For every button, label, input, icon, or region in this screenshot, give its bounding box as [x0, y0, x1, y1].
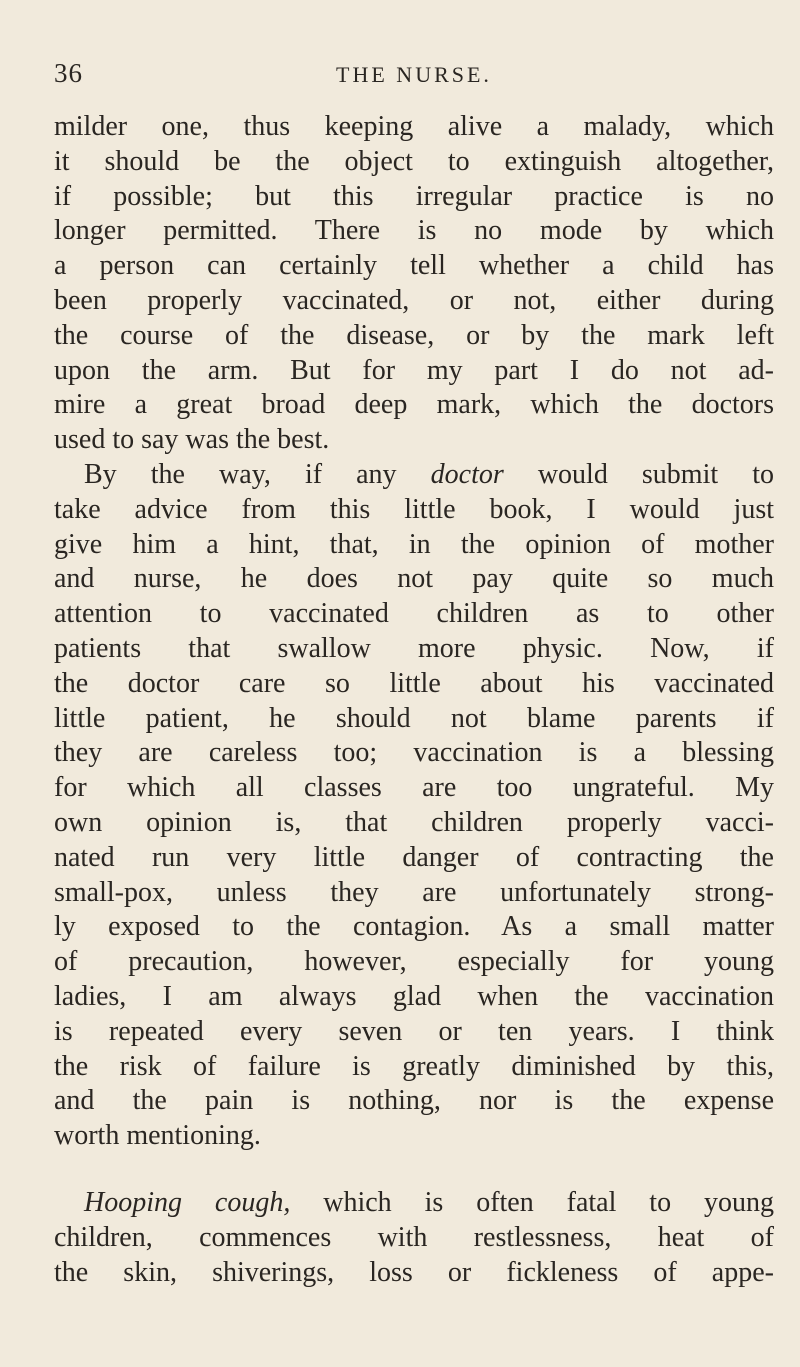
- text-run: which is often fatal to young: [290, 1186, 774, 1218]
- paragraph-gap: [54, 1154, 774, 1186]
- text-line: for which all classes are too ungrateful. My: [54, 772, 774, 804]
- page-number: 36: [54, 58, 83, 88]
- text-run: would submit to: [503, 458, 774, 490]
- text-line: the course of the disease, or by the mark left: [54, 319, 774, 351]
- text-run: By the way, if any: [84, 458, 431, 490]
- text-line: little patient, he should not blame parents if: [54, 702, 774, 734]
- text-line: own opinion is, that children properly vacci-: [54, 806, 774, 838]
- text-line: it should be the object to extinguish altogether,: [54, 145, 774, 177]
- text-line: give him a hint, that, in the opinion of mother: [54, 528, 774, 560]
- text-line: mire a great broad deep mark, which the doctors: [54, 389, 774, 421]
- text-line: ladies, I am always glad when the vaccination: [54, 980, 774, 1012]
- italic-term-doctor: doctor: [430, 458, 504, 490]
- text-line: longer permitted. There is no mode by which: [54, 215, 774, 247]
- text-line: the doctor care so little about his vaccinated: [54, 667, 774, 699]
- text-line: worth mentioning.: [54, 1120, 261, 1152]
- text-line: and the pain is nothing, nor is the expense: [54, 1085, 774, 1117]
- text-line: upon the arm. But for my part I do not ad-: [54, 354, 774, 386]
- text-line: ly exposed to the contagion. As a small matter: [54, 911, 774, 943]
- page-body: [54, 110, 774, 1290]
- text-line: is repeated every seven or ten years. I think: [54, 1015, 774, 1047]
- paragraph-hooping-cough: [54, 1186, 774, 1290]
- text-line: if possible; but this irregular practice is no: [54, 180, 774, 212]
- text-line: of precaution, however, especially for young: [54, 946, 774, 978]
- text-line: [54, 1186, 774, 1221]
- text-line: they are careless too; vaccination is a blessing: [54, 737, 774, 769]
- text-line: the risk of failure is greatly diminished by this,: [54, 1050, 774, 1082]
- paragraph-doctor-advice: [54, 458, 774, 1154]
- text-line: milder one, thus keeping alive a malady, which: [54, 111, 774, 142]
- text-line: attention to vaccinated children as to other: [54, 598, 774, 630]
- text-line: take advice from this little book, I would just: [54, 493, 774, 525]
- text-line: a person can certainly tell whether a child has: [54, 250, 774, 282]
- text-line: [54, 458, 774, 493]
- text-line: been properly vaccinated, or not, either during: [54, 284, 774, 316]
- paragraph-vaccination-mark: [54, 110, 774, 458]
- running-title: THE NURSE.: [336, 62, 492, 87]
- text-line: small-pox, unless they are unfortunately strong-: [54, 876, 774, 908]
- page-header: [54, 58, 774, 98]
- text-line: the skin, shiverings, loss or fickleness of appe-: [54, 1256, 774, 1288]
- text-line: and nurse, he does not pay quite so much: [54, 563, 774, 595]
- text-line: used to say was the best.: [54, 424, 330, 456]
- text-line: patients that swallow more physic. Now, if: [54, 632, 774, 664]
- text-line: children, commences with restlessness, heat of: [54, 1221, 774, 1253]
- text-line: nated run very little danger of contracting the: [54, 841, 774, 873]
- italic-term-hooping-cough: Hooping cough,: [84, 1186, 291, 1218]
